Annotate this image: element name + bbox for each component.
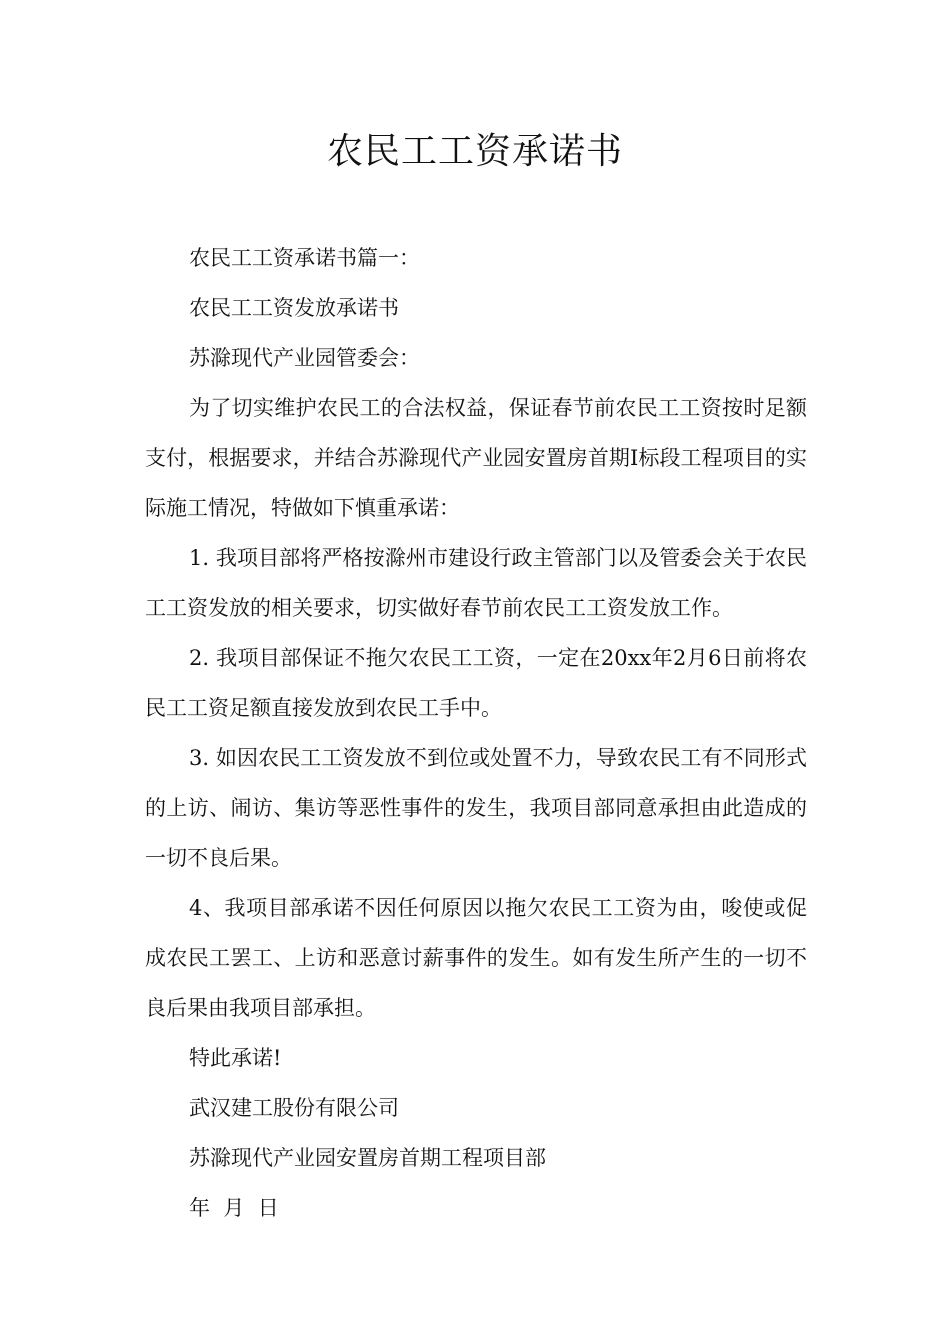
letter-subject: 农民工工资发放承诺书 [189,296,399,320]
document-title: 农民工工资承诺书 [326,131,623,172]
signatory-company: 武汉建工股份有限公司 [189,1096,399,1120]
commitment-item-4: 4、我项目部承诺不因任何原因以拖欠农民工工资为由，唆使或促成农民工罢工、上访和恶意讨薪事件的发生。如有发生所产生的一切不良后果由我项目部承担。 [145,896,807,1020]
closing-statement: 特此承诺! [189,1046,282,1070]
intro-paragraph: 为了切实维护农民工的合法权益，保证春节前农民工工资按时足额支付，根据要求，并结合苏滁现代产业园安置房首期Ⅰ标段工程项目的实际施工情况，特做如下慎重承诺： [145,396,807,520]
commitment-item-1: 1. 我项目部将严格按滁州市建设行政主管部门以及管委会关于农民工工资发放的相关要求，切实做好春节前农民工工资发放工作。 [145,546,807,620]
letter-recipient: 苏滁现代产业园管委会： [189,346,420,370]
document-body [145,233,807,1233]
commitment-item-3: 3. 如因农民工工资发放不到位或处置不力，导致农民工有不同形式的上访、闹访、集访等恶性事件的发生，我项目部同意承担由此造成的一切不良后果。 [145,746,807,870]
section-heading: 农民工工资承诺书篇一： [189,246,420,270]
commitment-item-2: 2. 我项目部保证不拖欠农民工工资，一定在20xx年2月6日前将农民工工资足额直接发放到农民工手中。 [145,646,807,720]
signatory-department: 苏滁现代产业园安置房首期工程项目部 [189,1146,546,1170]
signature-date: 年 月 日 [189,1196,279,1220]
